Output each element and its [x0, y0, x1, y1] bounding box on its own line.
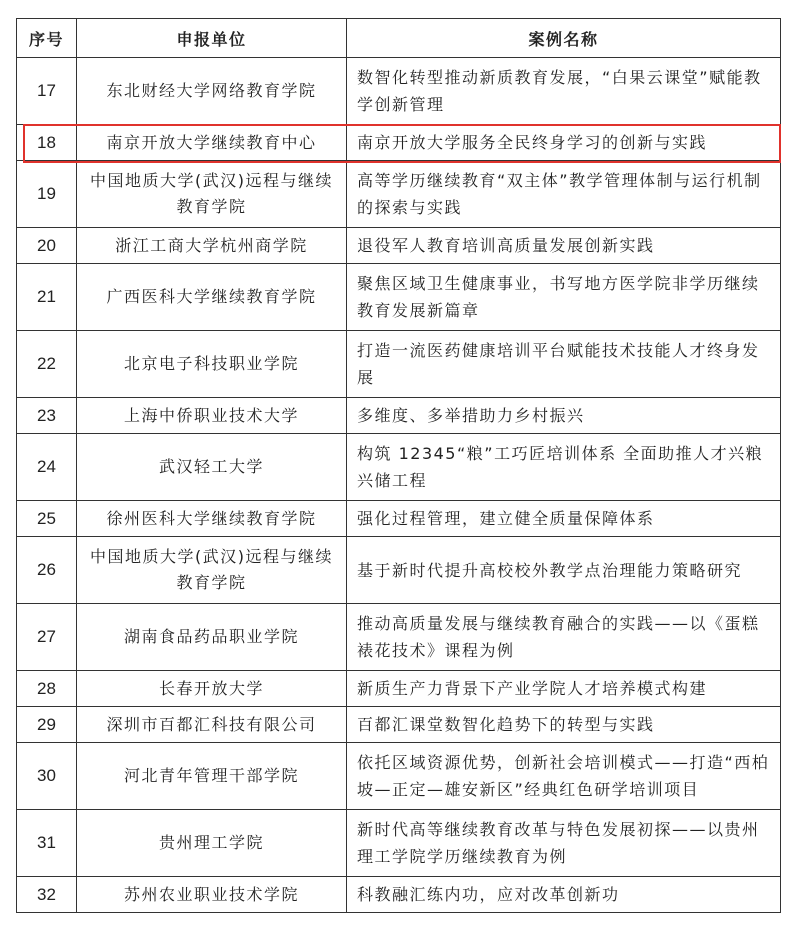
table-row	[17, 707, 781, 743]
row-case-name: 聚焦区域卫生健康事业，书写地方医学院非学历继续教育发展新篇章	[347, 264, 781, 331]
table-row	[17, 810, 781, 877]
row-case-name: 新时代高等继续教育改革与特色发展初探——以贵州理工学院学历继续教育为例	[347, 810, 781, 877]
table-row	[17, 228, 781, 264]
header-case-name: 案例名称	[347, 19, 781, 58]
row-applicant-unit: 深圳市百都汇科技有限公司	[77, 707, 347, 743]
row-applicant-unit: 长春开放大学	[77, 671, 347, 707]
row-case-name: 退役军人教育培训高质量发展创新实践	[347, 228, 781, 264]
table-row	[17, 58, 781, 125]
row-case-name: 高等学历继续教育“双主体”教学管理体制与运行机制的探索与实践	[347, 161, 781, 228]
row-case-name: 多维度、多举措助力乡村振兴	[347, 398, 781, 434]
row-serial-number: 26	[17, 537, 77, 604]
case-table	[16, 18, 781, 913]
row-serial-number: 30	[17, 743, 77, 810]
table-row	[17, 501, 781, 537]
row-serial-number: 21	[17, 264, 77, 331]
row-serial-number: 17	[17, 58, 77, 125]
row-serial-number: 25	[17, 501, 77, 537]
header-applicant-unit: 申报单位	[77, 19, 347, 58]
row-case-name: 强化过程管理，建立健全质量保障体系	[347, 501, 781, 537]
row-case-name: 百都汇课堂数智化趋势下的转型与实践	[347, 707, 781, 743]
row-serial-number: 31	[17, 810, 77, 877]
row-serial-number: 32	[17, 877, 77, 913]
row-applicant-unit: 南京开放大学继续教育中心	[77, 125, 347, 161]
row-case-name: 南京开放大学服务全民终身学习的创新与实践	[347, 125, 781, 161]
table-row	[17, 434, 781, 501]
row-case-name: 数智化转型推动新质教育发展，“白果云课堂”赋能教学创新管理	[347, 58, 781, 125]
row-applicant-unit: 广西医科大学继续教育学院	[77, 264, 347, 331]
row-applicant-unit: 贵州理工学院	[77, 810, 347, 877]
row-applicant-unit: 湖南食品药品职业学院	[77, 604, 347, 671]
row-serial-number: 18	[17, 125, 77, 161]
row-case-name: 推动高质量发展与继续教育融合的实践——以《蛋糕裱花技术》课程为例	[347, 604, 781, 671]
table-row	[17, 671, 781, 707]
row-applicant-unit: 苏州农业职业技术学院	[77, 877, 347, 913]
row-case-name: 构筑 12345“粮”工巧匠培训体系 全面助推人才兴粮兴储工程	[347, 434, 781, 501]
table-row	[17, 161, 781, 228]
table-row-highlighted	[17, 125, 781, 161]
case-list-document	[16, 18, 780, 913]
row-applicant-unit: 河北青年管理干部学院	[77, 743, 347, 810]
row-applicant-unit: 中国地质大学(武汉)远程与继续教育学院	[77, 537, 347, 604]
row-case-name: 科教融汇练内功，应对改革创新功	[347, 877, 781, 913]
table-row	[17, 877, 781, 913]
row-serial-number: 20	[17, 228, 77, 264]
row-serial-number: 28	[17, 671, 77, 707]
row-applicant-unit: 武汉轻工大学	[77, 434, 347, 501]
row-serial-number: 29	[17, 707, 77, 743]
row-case-name: 基于新时代提升高校校外教学点治理能力策略研究	[347, 537, 781, 604]
row-applicant-unit: 浙江工商大学杭州商学院	[77, 228, 347, 264]
row-serial-number: 24	[17, 434, 77, 501]
row-case-name: 打造一流医药健康培训平台赋能技术技能人才终身发展	[347, 331, 781, 398]
row-serial-number: 27	[17, 604, 77, 671]
table-header-row	[17, 19, 781, 58]
row-serial-number: 22	[17, 331, 77, 398]
table-row	[17, 743, 781, 810]
row-serial-number: 19	[17, 161, 77, 228]
table-row	[17, 264, 781, 331]
row-applicant-unit: 上海中侨职业技术大学	[77, 398, 347, 434]
table-row	[17, 398, 781, 434]
row-case-name: 依托区域资源优势，创新社会培训模式——打造“西柏坡—正定—雄安新区”经典红色研学培训项目	[347, 743, 781, 810]
table-row	[17, 604, 781, 671]
row-case-name: 新质生产力背景下产业学院人才培养模式构建	[347, 671, 781, 707]
row-applicant-unit: 北京电子科技职业学院	[77, 331, 347, 398]
row-serial-number: 23	[17, 398, 77, 434]
row-applicant-unit: 中国地质大学(武汉)远程与继续教育学院	[77, 161, 347, 228]
table-row	[17, 331, 781, 398]
row-applicant-unit: 东北财经大学网络教育学院	[77, 58, 347, 125]
row-applicant-unit: 徐州医科大学继续教育学院	[77, 501, 347, 537]
header-serial-number: 序号	[17, 19, 77, 58]
table-row	[17, 537, 781, 604]
